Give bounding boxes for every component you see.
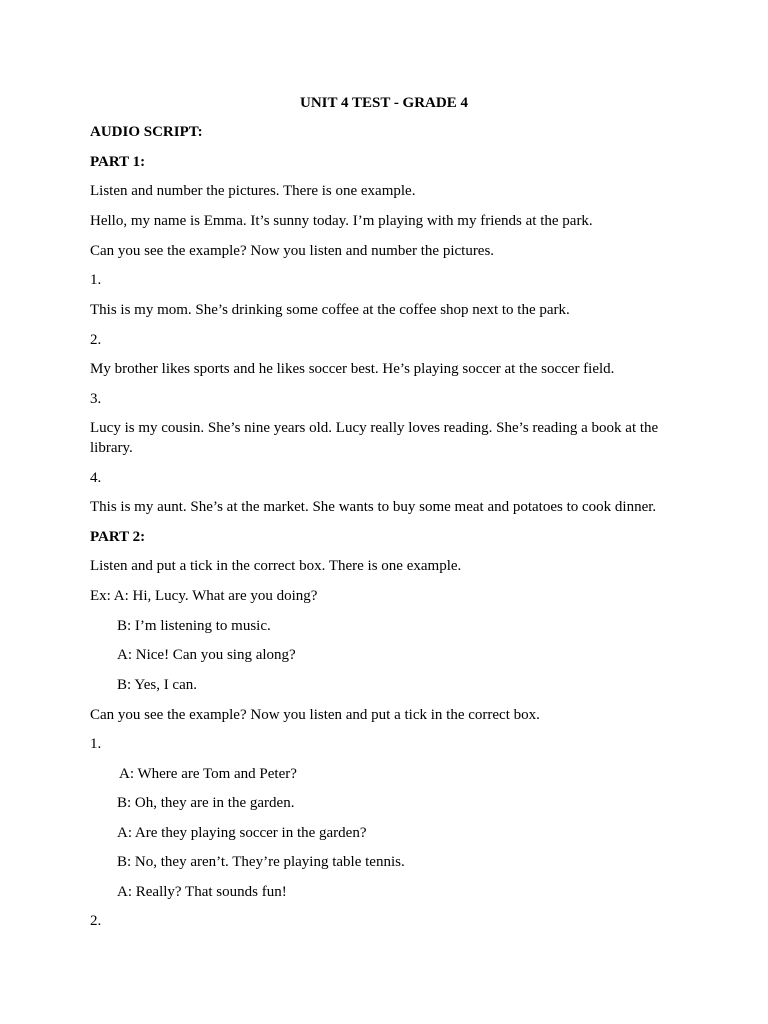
part1-item-number: 2.: [90, 332, 102, 348]
part2-prompt: Can you see the example? Now you listen and put a tick in the correct box.: [90, 707, 540, 723]
audio-script-heading: AUDIO SCRIPT:: [90, 124, 203, 140]
dialogue-line: B: No, they aren’t. They’re playing table tennis.: [117, 854, 405, 870]
dialogue-line: B: Oh, they are in the garden.: [117, 795, 295, 811]
part2-instruction: Listen and put a tick in the correct box. There is one example.: [90, 558, 462, 574]
part1-item-number: 4.: [90, 470, 102, 486]
part1-heading: PART 1:: [90, 154, 146, 170]
part1-item-number: 1.: [90, 272, 102, 288]
part2-item-number: 2.: [90, 913, 102, 929]
example-line: B: Yes, I can.: [117, 677, 198, 693]
part1-item-number: 3.: [90, 391, 102, 407]
example-line: Ex: A: Hi, Lucy. What are you doing?: [90, 588, 318, 604]
part2-heading: PART 2:: [90, 529, 146, 545]
dialogue-line: A: Are they playing soccer in the garden?: [117, 825, 367, 841]
example-line: A: Nice! Can you sing along?: [117, 647, 296, 663]
dialogue-line: A: Where are Tom and Peter?: [119, 766, 297, 782]
part1-item-text: This is my mom. She’s drinking some coffee at the coffee shop next to the park.: [90, 302, 570, 318]
part1-item-text: Lucy is my cousin. She’s nine years old. Lucy really loves reading. She’s reading a book at the library.: [90, 420, 659, 456]
dialogue-line: A: Really? That sounds fun!: [117, 884, 287, 900]
part1-item-text: My brother likes sports and he likes soccer best. He’s playing soccer at the soccer field.: [90, 361, 615, 377]
document-title: UNIT 4 TEST - GRADE 4: [300, 95, 468, 111]
example-line: B: I’m listening to music.: [117, 618, 271, 634]
part1-prompt: Can you see the example? Now you listen and number the pictures.: [90, 243, 495, 259]
part2-item-number: 1.: [90, 736, 102, 752]
part1-intro: Hello, my name is Emma. It’s sunny today. I’m playing with my friends at the park.: [90, 213, 593, 229]
part1-instruction: Listen and number the pictures. There is one example.: [90, 183, 416, 199]
part1-item-text: This is my aunt. She’s at the market. She wants to buy some meat and potatoes to cook dinner.: [90, 499, 657, 515]
